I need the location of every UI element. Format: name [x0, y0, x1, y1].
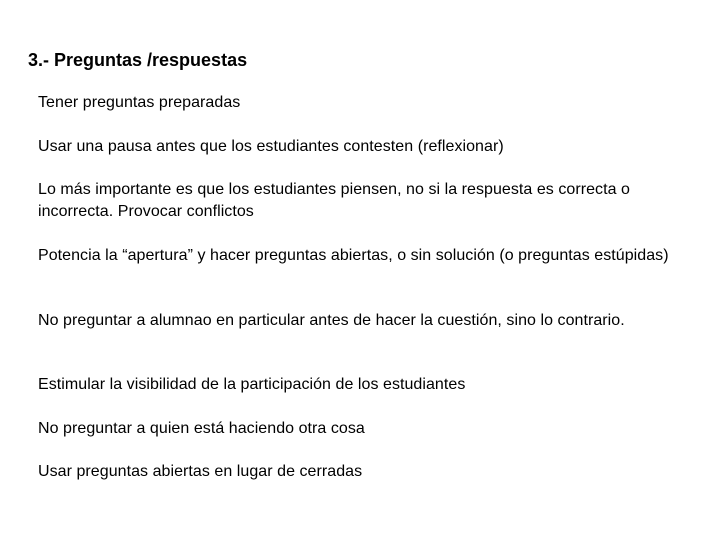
- list-item: Usar preguntas abiertas en lugar de cerradas: [38, 463, 363, 480]
- slide-title: 3.- Preguntas /respuestas: [28, 50, 248, 70]
- list-item: Potencia la “apertura” y hacer preguntas abiertas, o sin solución (o preguntas estúpidas): [38, 247, 669, 264]
- list-item: Lo más importante es que los estudiantes piensen, no si la respuesta es correcta o incorrecta. Provocar conflictos: [38, 181, 630, 220]
- list-item: Estimular la visibilidad de la participación de los estudiantes: [38, 376, 466, 393]
- list-item: Tener preguntas preparadas: [38, 94, 241, 111]
- list-item: Usar una pausa antes que los estudiantes contesten (reflexionar): [38, 138, 504, 155]
- list-item: No preguntar a quien está haciendo otra cosa: [38, 420, 365, 437]
- list-item: No preguntar a alumnao en particular antes de hacer la cuestión, sino lo contrario.: [38, 312, 625, 329]
